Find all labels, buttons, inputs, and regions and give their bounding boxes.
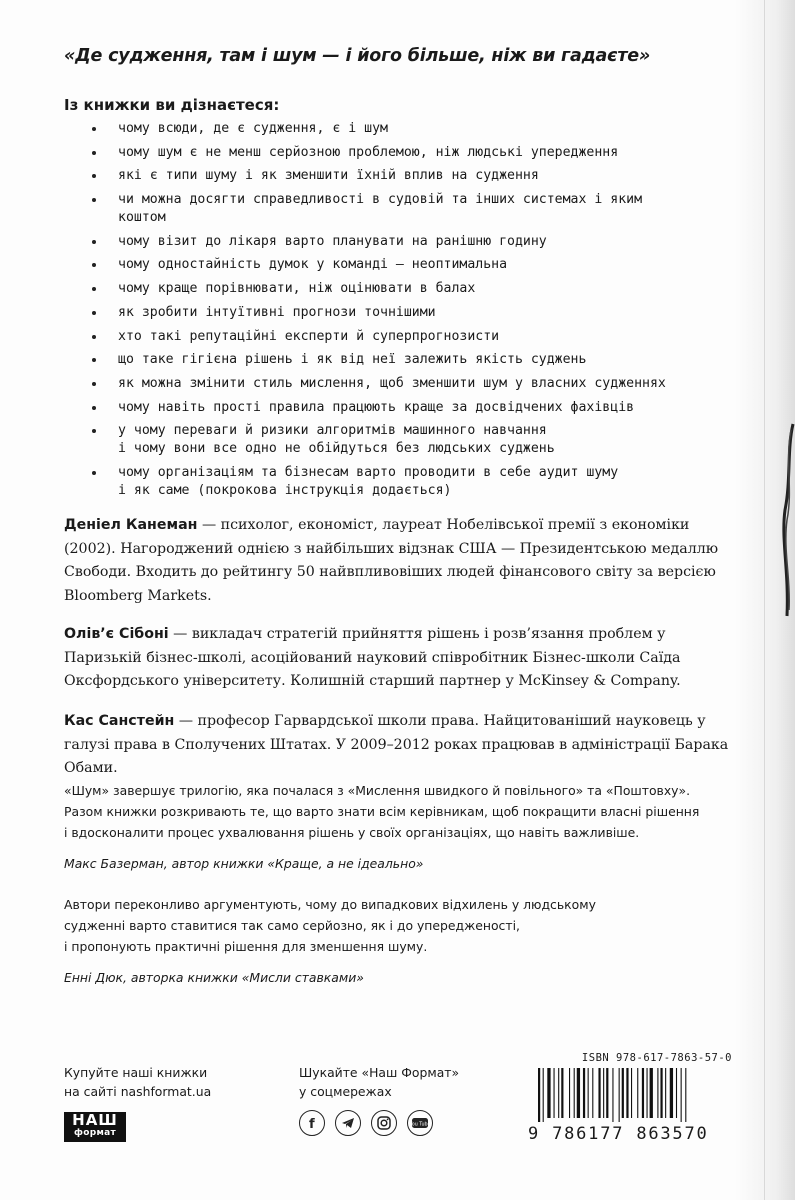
author-name: Олів’є Сібоні — [64, 626, 169, 642]
find-line: Шукайте «Наш Формат» — [299, 1065, 460, 1080]
list-item: чому всюди, де є судження, є і шум — [90, 120, 690, 138]
website-link[interactable]: на сайті nashformat.ua — [64, 1083, 212, 1099]
find-line: у соцмережах — [299, 1083, 392, 1099]
list-item-line: і чому вони все одно не обійдуться без людських суджень — [118, 441, 555, 457]
quote-line: і вдосконалити процес ухвалювання рішень у своїх організаціях, що навіть важливіше. — [64, 825, 640, 840]
edge-scribble — [773, 420, 795, 620]
social-icons — [299, 1110, 433, 1136]
quote-line: судженні варто ставитися так само серйозно, як і до упередженості, — [64, 918, 520, 933]
list-item: що таке гігієна рішень і як від неї залежить якість суджень — [90, 351, 690, 369]
social-note — [299, 1064, 459, 1101]
quote-line: і пропонують практичні рішення для зменшення шуму. — [64, 939, 428, 954]
barcode-digits: 9 786177 863570 — [528, 1124, 709, 1144]
author-description: — професор Гарвардської школи права. Найцитованіший науковець у галузі права в Сполучених Штатах. У 2009–2012 роках працював в адміністрації Барака Обами. — [64, 713, 729, 776]
list-item: хто такі репутаційні експерти й суперпрогнозисти — [90, 328, 690, 346]
author-bio-sunstein — [64, 710, 744, 781]
list-item: чому краще порівнювати, ніж оцінювати в балах — [90, 280, 690, 298]
list-item: чому одностайність думок у команді — неоптимальна — [90, 256, 690, 274]
learn-list — [90, 120, 690, 506]
review-quote-duke — [64, 894, 724, 988]
buy-books-note — [64, 1064, 211, 1101]
list-item — [90, 422, 690, 458]
quote-attribution: Макс Базерман, автор книжки «Краще, а не ідеально» — [64, 856, 424, 871]
logo-bottom: формат — [73, 1128, 116, 1138]
author-bio-kahneman — [64, 514, 744, 608]
spine-crease — [764, 0, 765, 1200]
author-description: — психолог, економіст, лауреат Нобелівської премії з економіки (2002). Нагороджений однією з найбільших відзнак США — Президентською медаллю Свободи. Входить до рейтингу 50 найвпливовіших людей фінансового світу за версією Bloomberg Markets. — [64, 517, 719, 604]
list-item — [90, 464, 690, 500]
list-item: чому шум є не менш серйозною проблемою, ніж людські упередження — [90, 144, 690, 162]
author-description: — викладач стратегій прийняття рішень і розв’язання проблем у Паризькій бізнес-школі, асоційований науковий співробітник Бізнес-школи Саїда Оксфордського університету. Колишній старший партнер у McKinsey & Company. — [64, 626, 681, 689]
list-item: які є типи шуму і як зменшити їхній вплив на судження — [90, 167, 690, 185]
quote-line: Разом книжки розкривають те, що варто знати всім керівникам, щоб покращити власні рішення — [64, 804, 700, 819]
youtube-icon[interactable] — [407, 1110, 433, 1136]
author-bio-sibony — [64, 623, 744, 694]
telegram-icon[interactable] — [335, 1110, 361, 1136]
isbn: ISBN 978-617-7863-57-0 — [581, 1052, 732, 1064]
list-item: чому навіть прості правила працюють краще за досвідчених фахівців — [90, 399, 690, 417]
list-item-line: чому організаціям та бізнесам варто проводити в себе аудит шуму — [118, 464, 619, 480]
instagram-icon[interactable] — [371, 1110, 397, 1136]
youtube-text: You Tube — [409, 1122, 431, 1128]
list-item: чи можна досягти справедливості в судовій та інших системах і яким коштом — [90, 191, 690, 227]
list-item-line: і як саме (покрокова інструкція додається) — [118, 482, 452, 498]
review-quote-bazerman — [64, 780, 724, 874]
author-name: Кас Санстейн — [64, 713, 175, 729]
list-item: як зробити інтуїтивні прогнози точнішими — [90, 304, 690, 322]
list-item: як можна змінити стиль мислення, щоб зменшити шум у власних судженнях — [90, 375, 690, 393]
buy-line: Купуйте наші книжки — [64, 1065, 208, 1080]
list-item: чому візит до лікаря варто планувати на ранішню годину — [90, 233, 690, 251]
quote-attribution: Енні Дюк, авторка книжки «Мисли ставками» — [64, 970, 364, 985]
learn-heading: Із книжки ви дізнаєтеся: — [64, 96, 280, 114]
quote-line: «Шум» завершує трилогію, яка почалася з «Мислення швидкого й повільного» та «Поштовху». — [64, 783, 691, 798]
logo-top: НАШ — [72, 1111, 118, 1129]
barcode — [536, 1068, 736, 1124]
author-name: Деніел Канеман — [64, 517, 198, 533]
quote-line: Автори переконливо аргументують, чому до випадкових відхилень у людському — [64, 897, 596, 912]
list-item-line: у чому переваги й ризики алгоритмів машинного навчання — [118, 423, 547, 439]
svg-text:f: f — [309, 1117, 315, 1132]
publisher-logo — [64, 1112, 126, 1142]
facebook-icon[interactable] — [299, 1110, 325, 1136]
tagline: «Де судження, там і шум — і його більше, ніж ви гадаєте» — [64, 46, 651, 66]
